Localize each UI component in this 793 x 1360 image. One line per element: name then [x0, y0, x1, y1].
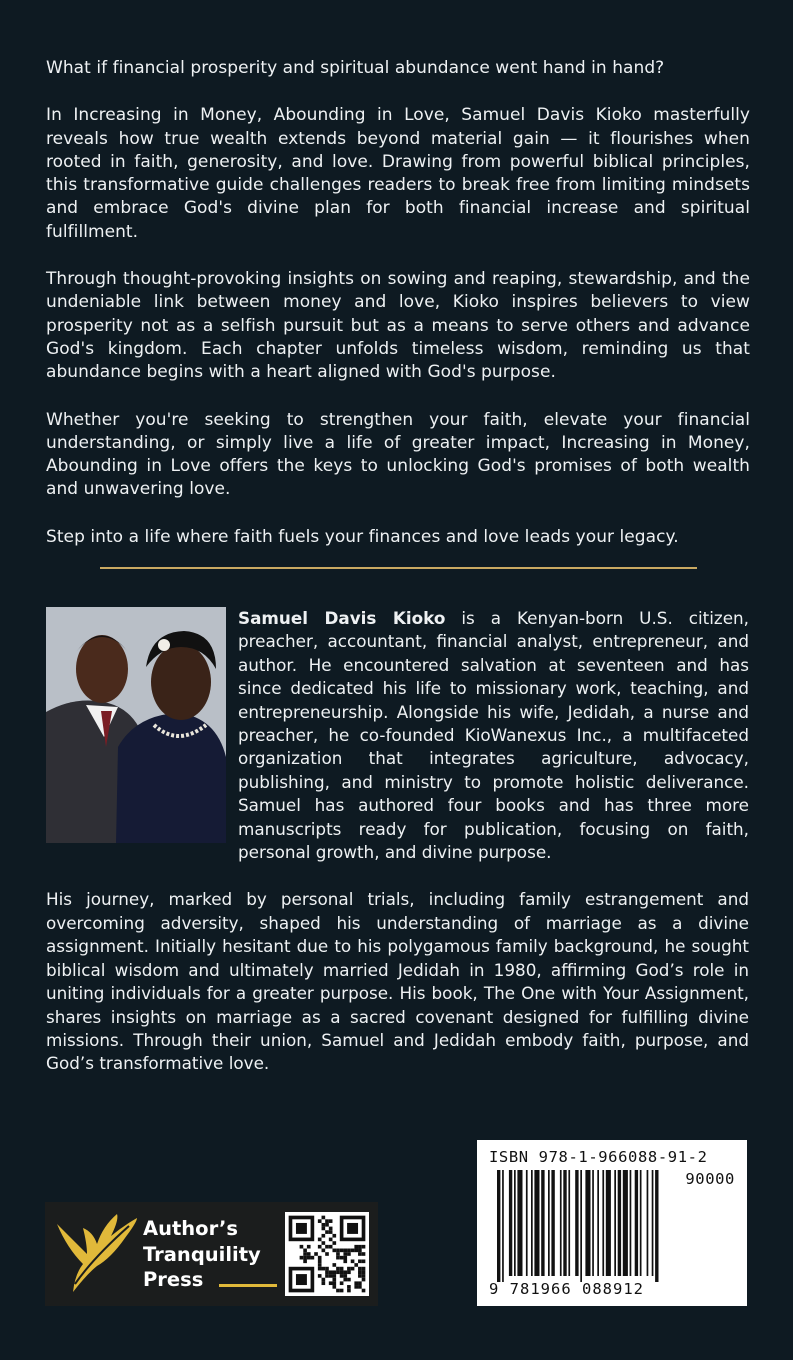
- price-code: 90000: [685, 1170, 735, 1188]
- publisher-name-line-2: Tranquility: [143, 1242, 261, 1266]
- blurb-paragraph-2: Through thought-provoking insights on sowing and reaping, stewardship, and the undeniable link between money and love, Kioko inspires believers to view prosperity not as a selfish pursuit but as a means to serve others and advance God's kingdom. Each chapter unfolds timeless wisdom, reminding us that abundance begins with a heart aligned with God's purpose.: [46, 269, 750, 383]
- isbn-barcode: [477, 1140, 747, 1306]
- divider-rule: [100, 567, 697, 569]
- author-photo: [46, 607, 226, 843]
- blurb-hook: What if financial prosperity and spiritual abundance went hand in hand?: [46, 58, 665, 78]
- publisher-underline: [219, 1284, 277, 1287]
- qr-code[interactable]: [285, 1212, 369, 1296]
- author-bio-2: His journey, marked by personal trials, including family estrangement and overcoming adversity, shaped his understanding of marriage as a divine assignment. Initially hesitant due to his polygamous family background, he sought biblical wisdom and ultimately married Jedidah in 1980, affirming God’s role in uniting individuals for a greater purpose. His book, The One with Your Assignment, shares insights on marriage as a sacred covenant designed for fulfilling divine missions. Through their union, Samuel and Jedidah embody faith, purpose, and God’s transformative love.: [46, 889, 749, 1074]
- isbn-label: ISBN 978-1-966088-91-2: [489, 1148, 708, 1166]
- blurb-closing-line: Step into a life where faith fuels your finances and love leads your legacy.: [46, 526, 679, 547]
- author-bio-text: is a Kenyan-born U.S. citizen, preacher, accountant, financial analyst, entrepreneur, and author. He encountered salvation at seventeen and has since dedicated his life to missionary work, teaching, and entrepreneurship. Alongside his wife, Jedidah, a nurse and preacher, he co-founded KioWanexus Inc., a multifaceted organization that integrates agriculture, advocacy, publishing, and ministry to promote holistic deliverance. Samuel has authored four books and has three more manuscripts ready for publication, focusing on faith, personal growth, and divine purpose.: [238, 608, 749, 863]
- wing-feather-icon: [53, 1214, 139, 1294]
- ean-digits: 9 781966 088912: [489, 1280, 644, 1298]
- qr-code-icon: [285, 1212, 369, 1296]
- back-cover-blurb: [46, 57, 750, 573]
- publisher-name-line-1: Author’s: [143, 1217, 239, 1240]
- publisher-name: [143, 1216, 261, 1293]
- author-couple-image: [46, 607, 226, 843]
- blurb-paragraph-1: In Increasing in Money, Abounding in Love, Samuel Davis Kioko masterfully reveals how true wealth extends beyond material gain — it flourishes when rooted in faith, generosity, and love. Drawing from powerful biblical principles, this transformative guide challenges readers to break free from limiting mindsets and embrace God's divine plan for both financial increase and spiritual fulfillment.: [46, 105, 750, 242]
- author-name: Samuel Davis Kioko: [238, 608, 446, 628]
- blurb-paragraph-3: Whether you're seeking to strengthen your faith, elevate your financial understanding, or simply live a life of greater impact, Increasing in Money, Abounding in Love offers the keys to unlocking God's promises of both wealth and unwavering love.: [46, 409, 750, 500]
- author-section: [46, 607, 749, 1076]
- publisher-logo-block: [45, 1202, 378, 1306]
- publisher-name-line-3: Press: [143, 1268, 204, 1291]
